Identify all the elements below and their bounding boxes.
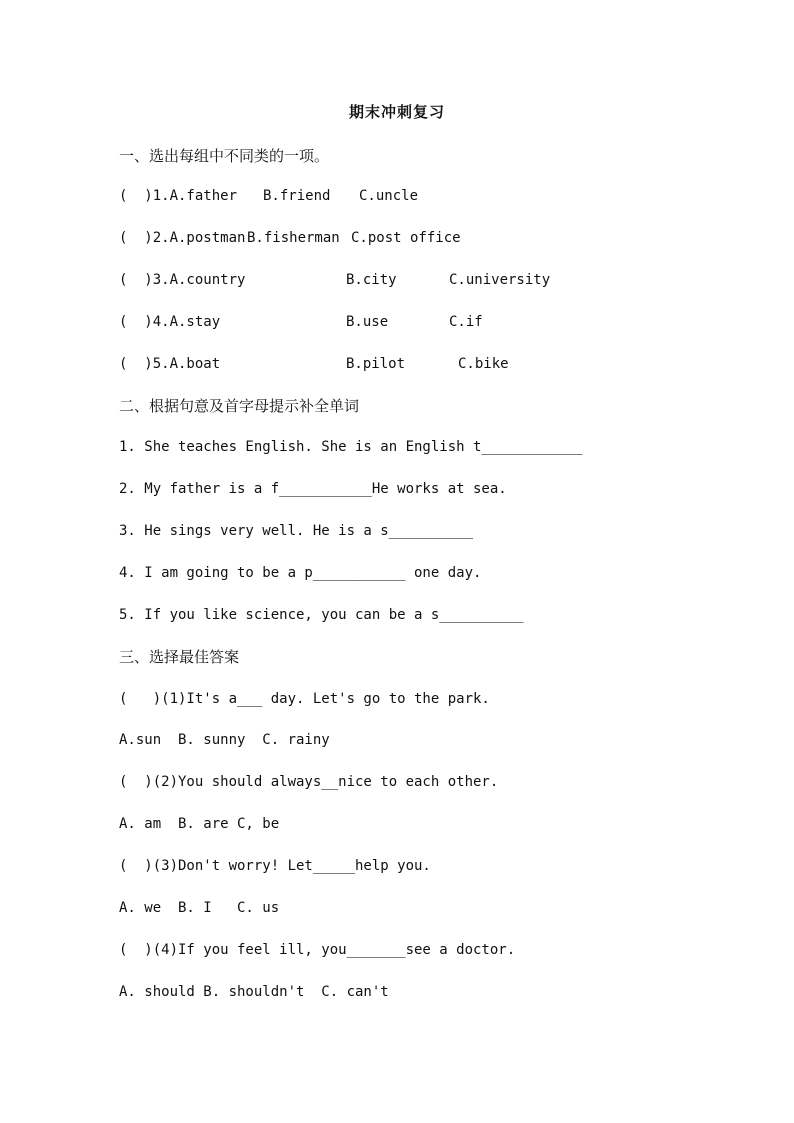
s1-q4-option-c: C.if <box>449 314 483 330</box>
s1-q5-option-c: C.bike <box>458 356 509 372</box>
s1-q3-option-c: C.university <box>449 272 551 288</box>
s2-item-2: 2. My father is a f___________He works at sea. <box>119 481 507 497</box>
s1-q1-option-b: B.friend <box>263 188 331 204</box>
s1-q4-option-a: ( )4.A.stay <box>119 314 221 330</box>
s2-item-1: 1. She teaches English. She is an English t____________ <box>119 439 583 455</box>
section2-heading: 二、根据句意及首字母提示补全单词 <box>119 397 360 415</box>
s1-q5-option-a: ( )5.A.boat <box>119 356 221 372</box>
s3-options-4: A. should B. shouldn't C. can't <box>119 984 389 1000</box>
s3-question-3: ( )(3)Don't worry! Let_____help you. <box>119 858 431 874</box>
page-title: 期末冲刺复习 <box>348 103 445 121</box>
s2-item-5: 5. If you like science, you can be a s__________ <box>119 607 524 623</box>
section3-heading: 三、选择最佳答案 <box>119 648 240 666</box>
s1-question-3 <box>119 270 719 290</box>
s2-item-3: 3. He sings very well. He is a s__________ <box>119 523 474 539</box>
s1-q3-option-b: B.city <box>346 272 397 288</box>
s3-options-1: A.sun B. sunny C. rainy <box>119 732 330 748</box>
s1-question-2 <box>119 228 719 248</box>
s3-question-4: ( )(4)If you feel ill, you_______see a doctor. <box>119 942 516 958</box>
s2-item-4: 4. I am going to be a p___________ one day. <box>119 565 482 581</box>
s1-q1-option-a: ( )1.A.father <box>119 188 238 204</box>
s1-q1-option-c: C.uncle <box>359 188 419 204</box>
section1-heading: 一、选出每组中不同类的一项。 <box>119 147 330 165</box>
s1-q2-option-c: C.post office <box>351 230 461 246</box>
s1-q3-option-a: ( )3.A.country <box>119 272 246 288</box>
s3-question-1: ( )(1)It's a___ day. Let's go to the park. <box>119 691 490 707</box>
s1-q2-option-b: B.fisherman <box>247 230 340 246</box>
s3-options-2: A. am B. are C, be <box>119 816 280 832</box>
s1-question-5 <box>119 354 719 374</box>
s1-q2-option-a: ( )2.A.postman <box>119 230 246 246</box>
s1-q5-option-b: B.pilot <box>346 356 406 372</box>
s1-question-1 <box>119 186 719 206</box>
s1-q4-option-b: B.use <box>346 314 389 330</box>
s1-question-4 <box>119 312 719 332</box>
s3-question-2: ( )(2)You should always__nice to each other. <box>119 774 499 790</box>
s3-options-3: A. we B. I C. us <box>119 900 280 916</box>
